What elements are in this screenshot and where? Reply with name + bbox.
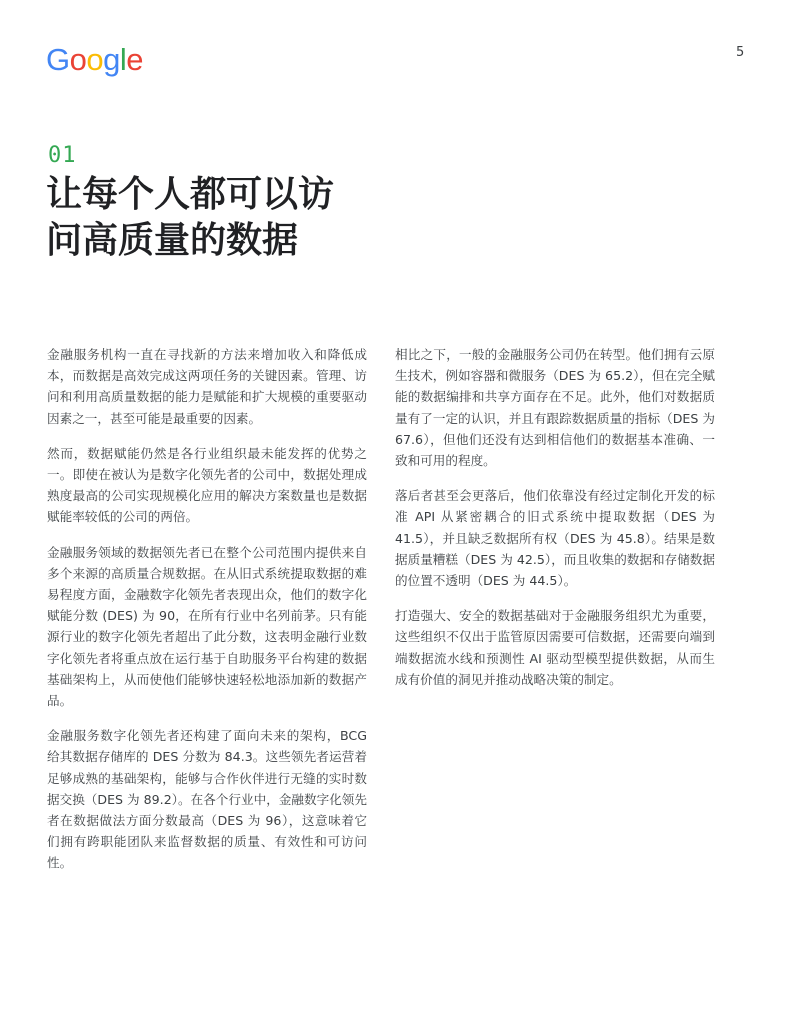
logo-letter: g [103, 42, 120, 77]
logo-letter: o [86, 42, 104, 77]
body-paragraph: 落后者甚至会更落后，他们依靠没有经过定制化开发的标准 API 从紧密耦合的旧式系统中提取数据（DES 为 41.5），并且缺乏数据所有权（DES 为 45.8）。结果是数据质量糟糕（DES 为 42.5），而且收集的数据和存储数据的位置不透明（DES 为 44.5）。 [395, 488, 715, 589]
section-number: 01 [48, 143, 77, 168]
logo-letter: l [119, 42, 127, 77]
logo-letter: o [69, 42, 87, 77]
body-paragraph: 打造强大、安全的数据基础对于金融服务组织尤为重要，这些组织不仅出于监管原因需要可信数据，还需要向端到端数据流水线和预测性 AI 驱动型模型提供数据，从而生成有价值的洞见并推动战略决策的制定。 [395, 608, 715, 687]
body-paragraph: 相比之下，一般的金融服务公司仍在转型。他们拥有云原生技术，例如容器和微服务（DES 为 65.2），但在完全赋能的数据编排和共享方面存在不足。此外，他们对数据质量有了一定的认识，并且有跟踪数据质量的指标（DES 为 67.6），但他们还没有达到相信他们的数据基本准确、一致和可用的程度。 [395, 347, 715, 469]
title-line: 让每个人都可以访 [46, 174, 335, 215]
logo-letter: e [126, 42, 144, 77]
right-column [395, 344, 715, 704]
body-paragraph: 金融服务领域的数据领先者已在整个公司范围内提供来自多个来源的高质量合规数据。在从旧式系统提取数据的难易程度方面，金融数字化领先者表现出众，他们的数字化赋能分数 (DES) 为 90，在所有行业中名列前茅。只有能源行业的数字化领先者超出了此分数，这表明金融行业数字化领先者将重点放在运行基于自助服务平台构建的数据基础架构上，从而使他们能够快速轻松地添加新的数据产品。 [47, 544, 367, 709]
title-line: 问高质量的数据 [46, 220, 299, 261]
body-paragraph: 金融服务数字化领先者还构建了面向未来的架构，BCG 给其数据存储库的 DES 分数为 84.3。这些领先者运营着足够成熟的基础架构，能够与合作伙伴进行无缝的实时数据交换（DES 为 89.2）。在各个行业中，金融数字化领先者在数据做法方面分数最高（DES 为 96），这意味着它们拥有跨职能团队来监督数据的质量、有效性和可访问性。 [47, 728, 367, 871]
body-paragraph: 然而，数据赋能仍然是各行业组织最未能发挥的优势之一。即使在被认为是数字化领先者的公司中，数据处理成熟度最高的公司实现规模化应用的解决方案数量也是数据赋能率较低的公司的两倍。 [47, 445, 367, 525]
page-number: 5 [736, 45, 745, 60]
body-paragraph: 金融服务机构一直在寻找新的方法来增加收入和降低成本，而数据是高效完成这两项任务的关键因素。管理、访问和利用高质量数据的能力是赋能和扩大规模的重要驱动因素之一，甚至可能是最重要的因素。 [47, 347, 367, 426]
google-logo [46, 40, 143, 80]
logo-letter: G [46, 42, 70, 77]
page-title [46, 172, 406, 264]
left-column [47, 344, 367, 888]
